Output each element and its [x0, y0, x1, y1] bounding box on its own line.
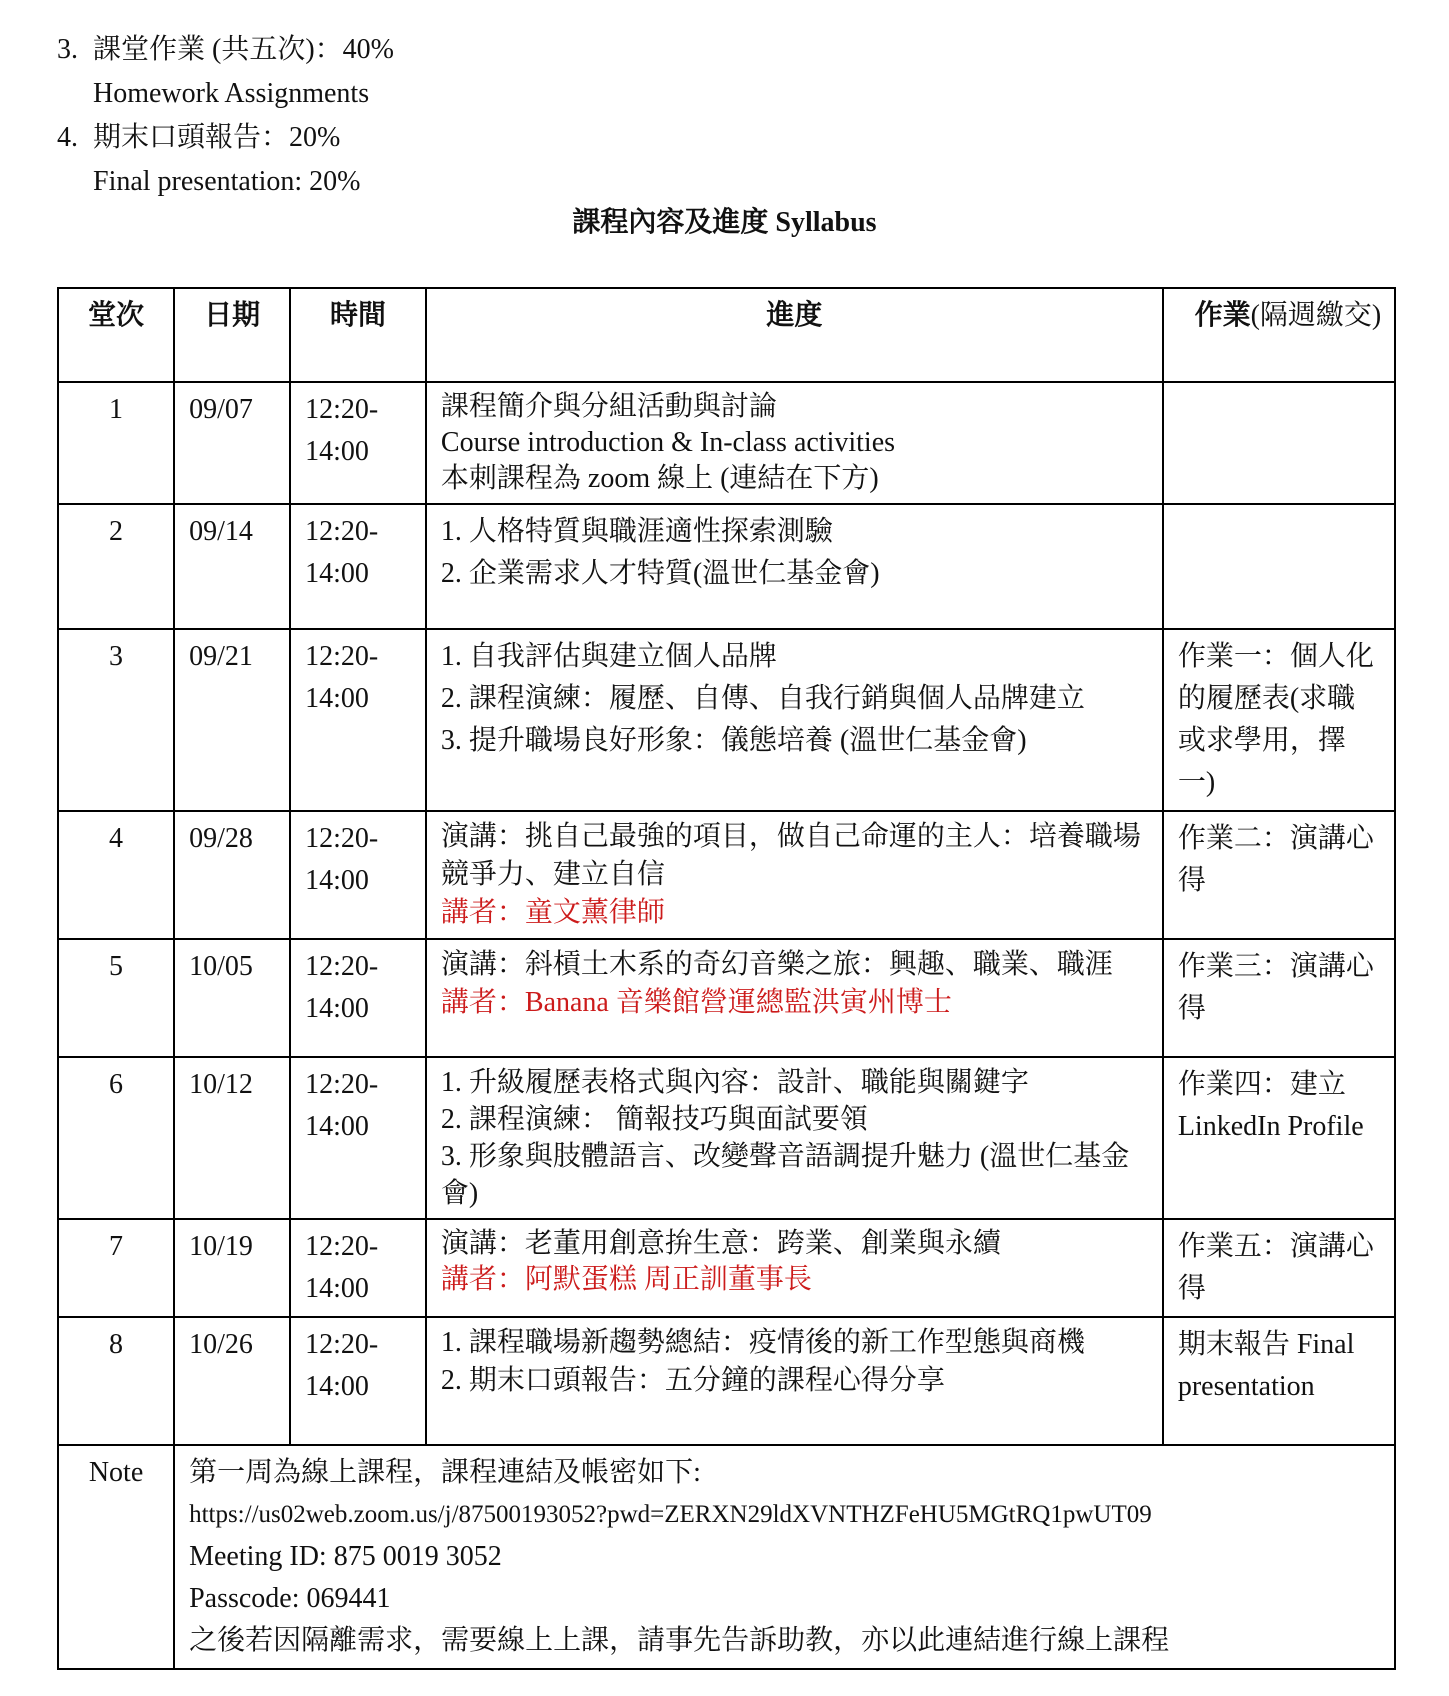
cell-homework: 期末報告 Final presentation: [1163, 1317, 1395, 1445]
table-row: [58, 1219, 1395, 1317]
cell-homework: [1163, 504, 1395, 629]
cell-date: 10/05: [174, 939, 290, 1057]
cell-progress: [426, 1317, 1163, 1445]
cell-session: 5: [58, 939, 174, 1057]
cell-progress: [426, 382, 1163, 504]
cell-session: 8: [58, 1317, 174, 1445]
table-row: [58, 1317, 1395, 1445]
progress-line: 2. 課程演練：履歷、自傳、自我行銷與個人品牌建立: [440, 683, 1085, 714]
cell-time: 12:20-14:00: [290, 629, 426, 811]
header-homework-bold: 作業: [1194, 300, 1251, 331]
zoom-link[interactable]: https://us02web.zoom.us/j/87500193052?pwd=ZERXN29ldXVNTHZFeHU5MGtRQ1pwUT09: [189, 1501, 1152, 1528]
progress-line: 演講：斜槓土木系的奇幻音樂之旅：興趣、職業、職涯: [440, 949, 1113, 980]
progress-line: 1. 升級履歷表格式與內容：設計、職能與關鍵字: [440, 1067, 1029, 1098]
progress-line: 1. 自我評估與建立個人品牌: [440, 641, 777, 672]
progress-line: Course introduction & In-class activities: [440, 427, 896, 458]
cell-time: 12:20-14:00: [290, 1057, 426, 1219]
progress-line: 2. 企業需求人才特質(溫世仁基金會): [440, 558, 880, 589]
table-header-row: [58, 288, 1395, 382]
grading-label-zh: 課堂作業 (共五次)：40%: [93, 34, 394, 65]
cell-time: 12:20-14:00: [290, 811, 426, 939]
table-row: [58, 382, 1395, 504]
cell-time: 12:20-14:00: [290, 1317, 426, 1445]
grading-label-zh: 期末口頭報告：20%: [93, 122, 341, 153]
progress-line: 演講：挑自己最強的項目，做自己命運的主人：培養職場競爭力、建立自信: [440, 821, 1141, 890]
table-row: [58, 504, 1395, 629]
note-label: Note: [58, 1445, 174, 1669]
cell-time: 12:20-14:00: [290, 939, 426, 1057]
cell-time: 12:20-14:00: [290, 1219, 426, 1317]
cell-progress: [426, 504, 1163, 629]
cell-date: 09/21: [174, 629, 290, 811]
syllabus-title: 課程內容及進度 Syllabus: [572, 207, 877, 238]
note-line: 之後若因隔離需求，需要線上上課，請事先告訴助教，亦以此連結進行線上課程: [189, 1625, 1170, 1656]
header-time: 時間: [290, 288, 426, 382]
cell-session: 3: [58, 629, 174, 811]
cell-session: 7: [58, 1219, 174, 1317]
cell-progress: [426, 811, 1163, 939]
progress-line: 3. 形象與肢體語言、改變聲音語調提升魅力 (溫世仁基金會): [440, 1141, 1130, 1209]
progress-line: 1. 人格特質與職涯適性探索測驗: [440, 516, 833, 547]
cell-progress: [426, 939, 1163, 1057]
note-row: [58, 1445, 1395, 1669]
header-session: 堂次: [58, 288, 174, 382]
table-row: [58, 1057, 1395, 1219]
cell-session: 1: [58, 382, 174, 504]
cell-time: 12:20-14:00: [290, 382, 426, 504]
grading-list: [57, 28, 394, 204]
progress-line: 2. 課程演練： 簡報技巧與面試要領: [440, 1104, 868, 1135]
table-row: [58, 939, 1395, 1057]
cell-homework: 作業五：演講心得: [1163, 1219, 1395, 1317]
cell-session: 2: [58, 504, 174, 629]
table-row: [58, 811, 1395, 939]
progress-line: 本刺課程為 zoom 線上 (連結在下方): [440, 463, 879, 494]
cell-date: 09/28: [174, 811, 290, 939]
header-homework: [1163, 288, 1395, 382]
progress-line: 1. 課程職場新趨勢總結：疫情後的新工作型態與商機: [440, 1327, 1085, 1358]
passcode: Passcode: 069441: [189, 1583, 391, 1614]
progress-line: 演講：老董用創意拚生意：跨業、創業與永續: [440, 1228, 1001, 1259]
meeting-id: Meeting ID: 875 0019 3052: [189, 1541, 502, 1572]
cell-date: 09/14: [174, 504, 290, 629]
grading-item: [57, 28, 394, 72]
grading-label-en: Final presentation: 20%: [93, 166, 361, 197]
cell-progress: [426, 1219, 1163, 1317]
cell-homework: 作業三：演講心得: [1163, 939, 1395, 1057]
speaker-line: 講者：童文薰律師: [440, 897, 665, 928]
speaker-line: 講者：阿默蛋糕 周正訓董事長: [440, 1264, 812, 1295]
grading-number: 4.: [57, 122, 78, 153]
table-row: [58, 629, 1395, 811]
header-date: 日期: [174, 288, 290, 382]
cell-date: 10/19: [174, 1219, 290, 1317]
header-homework-note: (隔週繳交): [1250, 300, 1382, 331]
cell-date: 09/07: [174, 382, 290, 504]
speaker-line: 講者：Banana 音樂館營運總監洪寅州博士: [440, 987, 952, 1018]
cell-time: 12:20-14:00: [290, 504, 426, 629]
cell-session: 6: [58, 1057, 174, 1219]
grading-label-en: Homework Assignments: [93, 78, 370, 109]
note-content: [174, 1445, 1395, 1669]
cell-homework: 作業四：建立 LinkedIn Profile: [1163, 1057, 1395, 1219]
cell-progress: [426, 629, 1163, 811]
progress-line: 2. 期末口頭報告：五分鐘的課程心得分享: [440, 1365, 945, 1396]
cell-session: 4: [58, 811, 174, 939]
cell-homework: 作業二：演講心得: [1163, 811, 1395, 939]
progress-line: 3. 提升職場良好形象：儀態培養 (溫世仁基金會): [440, 725, 1027, 756]
cell-date: 10/12: [174, 1057, 290, 1219]
cell-homework: [1163, 382, 1395, 504]
header-progress: 進度: [426, 288, 1163, 382]
cell-homework: 作業一：個人化的履歷表(求職或求學用，擇一): [1163, 629, 1395, 811]
cell-progress: [426, 1057, 1163, 1219]
syllabus-table: [57, 287, 1396, 1670]
cell-date: 10/26: [174, 1317, 290, 1445]
grading-number: 3.: [57, 34, 78, 65]
grading-item: [57, 116, 394, 160]
progress-line: 課程簡介與分組活動與討論: [440, 391, 777, 422]
note-line: 第一周為線上課程，課程連結及帳密如下:: [189, 1457, 701, 1488]
